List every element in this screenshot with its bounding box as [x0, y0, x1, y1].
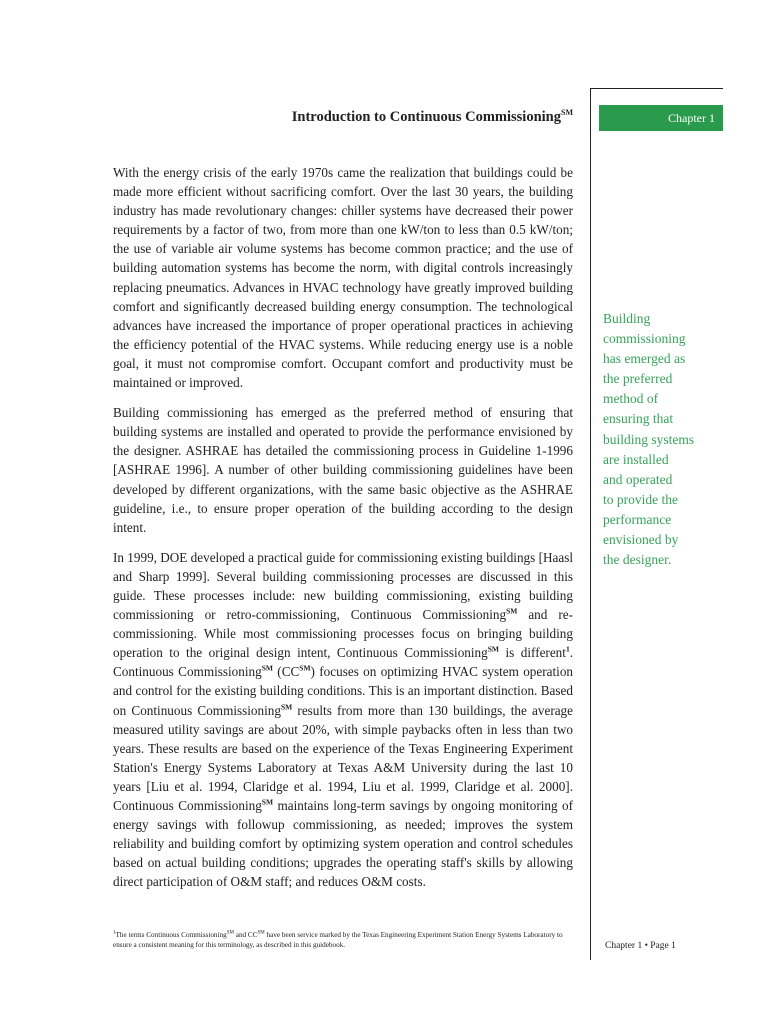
p3-text: is different: [499, 645, 566, 661]
pull-quote-line: building systems: [603, 431, 695, 447]
footnote-ref: 1: [565, 644, 570, 654]
footnote: [113, 930, 573, 950]
service-mark: SM: [257, 930, 265, 936]
p3-text: (CC: [272, 664, 300, 680]
pull-quote-line: has emerged as: [603, 351, 686, 367]
pull-quote-line: method of: [603, 391, 659, 407]
service-mark: SM: [261, 797, 274, 807]
service-mark: SM: [506, 606, 518, 616]
p3-text: In 1999, DOE developed a practical guide for commissioning existing buildings [Haasl and Sharp 1999]. Several building commissioning processes are discussed in this guide. These processes include: new building commissioning, existing building commissioning or retro-commissioning, Continuous Commissioning: [113, 549, 573, 623]
footnote-text: The terms Continuous Commissioning: [115, 931, 227, 939]
chapter-tab: [599, 105, 723, 131]
top-rule: [590, 88, 723, 89]
pull-quote-line: are installed: [603, 451, 669, 467]
service-mark: SM: [261, 663, 273, 673]
pull-quote: [603, 309, 723, 570]
service-mark: SM: [226, 930, 234, 936]
pull-quote-line: envisioned by: [603, 532, 679, 548]
paragraph-3: [113, 548, 573, 892]
pull-quote-line: the designer.: [603, 552, 672, 568]
main-body: [113, 163, 573, 902]
service-mark: SM: [487, 644, 499, 654]
pull-quote-line: performance: [603, 511, 672, 527]
footnote-text: and CC: [233, 931, 258, 939]
footnote-number: 1: [113, 930, 116, 936]
pull-quote-line: ensuring that: [603, 411, 674, 427]
pull-quote-line: commissioning: [603, 331, 686, 347]
service-mark: SM: [561, 108, 573, 117]
p3-text: ) focuses on optimizing HVAC system operation and control for the existing building conditions. This is an important distinction. Based on Continuous Commissioning: [113, 664, 574, 718]
pull-quote-line: Building: [603, 311, 651, 326]
page-title: [200, 108, 573, 126]
service-mark: SM: [299, 663, 311, 673]
pull-quote-line: and operated: [603, 471, 673, 487]
paragraph-1: With the energy crisis of the early 1970s came the realization that buildings could be made more efficient without sacrificing comfort. Over the last 30 years, the building industry has made revolutionary changes: chiller systems have decreased their power requirements by a factor of two, from more than one kW/ton to less than 0.5 kW/ton; the use of variable air volume systems has become common practice; and the use of building automation systems has become the norm, with digital controls increasingly replacing pneumatics. Advances in HVAC technology have greatly improved building comfort and significantly decreased building energy consumption. The technological advances have increased the importance of proper operational practices in achieving the efficiency potential of the HVAC systems. While reducing energy use is a noble goal, it must not compromise comfort. Occupant comfort and productivity must be maintained or improved.: [113, 165, 573, 391]
p3-text: results from more than 130 buildings, the average measured utility savings are about 20%, with simple paybacks often in less than two years. These results are based on the experience of the Texas Engineering Experiment Station's Energy Systems Laboratory at Texas A&M University during the last 10 years [Liu et al. 1994, Claridge et al. 1994, Liu et al. 1999, Claridge et al. 2000]. Continuous Commissioning: [113, 702, 574, 813]
paragraph-2: Building commissioning has emerged as the preferred method of ensuring that building systems are installed and operated to provide the performance envisioned by the designer. ASHRAE has detailed the commissioning process in Guideline 1-1996 [ASHRAE 1996]. A number of other building commissioning guidelines have been developed by different organizations, with the same basic objective as the ASHRAE guideline, i.e., to ensure proper operation of the building according to the design intent.: [113, 405, 573, 535]
pull-quote-line: to provide the: [603, 491, 678, 507]
p3-text: and re-commissioning. While most commissioning processes focus on bringing building operation to the original design intent, Continuous Commissioning: [113, 607, 573, 661]
p3-text: maintains long-term savings by ongoing monitoring of energy savings with followup commissioning, as needed; improves the system reliability and building comfort by optimizing system operation and control schedules based on actual building conditions; upgrades the operating staff's skills by allowing direct participation of O&M staff; and reduces O&M costs.: [113, 798, 573, 890]
service-mark: SM: [280, 702, 293, 712]
column-divider: [590, 88, 591, 960]
page-title-text: Introduction to Continuous Commissioning: [291, 108, 561, 125]
page-footer: Chapter 1 • Page 1: [605, 941, 676, 951]
footnote-text: have been service marked by the Texas Engineering Experiment Station Energy Systems Laboratory to ensure a consistent meaning for this terminology, as described in this guidebook.: [113, 931, 563, 949]
chapter-tab-label: Chapter 1: [668, 110, 715, 125]
p3-text: . Continuous Commissioning: [113, 645, 573, 680]
pull-quote-line: the preferred: [603, 371, 673, 387]
